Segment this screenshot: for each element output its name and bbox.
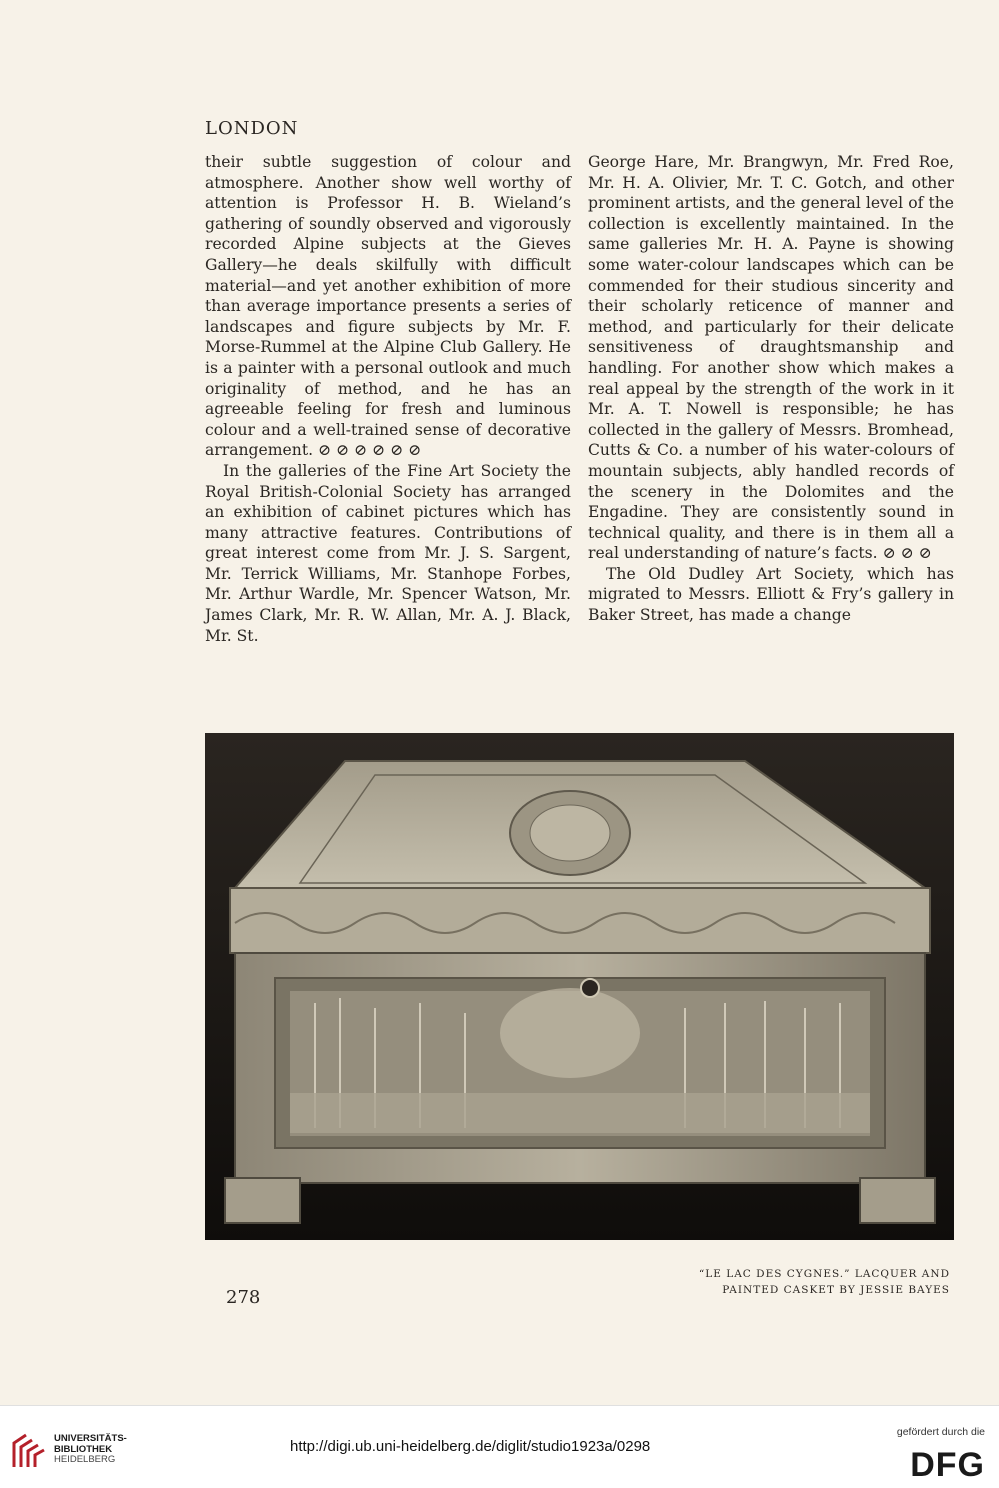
paragraph: George Hare, Mr. Brangwyn, Mr. Fred Roe, Mr. H. A. Olivier, Mr. T. C. Gotch, and other prominent artists, and the general level of the collection is excellently maintained. In the same galleries Mr. H. A. Payne is showing some water-colour landscapes which can be commended for their studious sincerity and their scholarly reticence of manner and method, and particularly for their delicate sensitiveness of draughtsmanship and handling. For another show which makes a real appeal by the strength of the work in it Mr. A. T. Nowell is responsible; he has collected in the gallery of Messrs. Bromhead, Cutts & Co. a number of his water-colours of mountain subjects, ably handled records of the scenery in the Dolomites and the Engadine. They are consistently sound in technical quality, and there is in them all a real understanding of nature’s facts. ⊘ ⊘ ⊘ [588,153,954,563]
digitization-footer [0,1405,999,1488]
permalink-url[interactable]: http://digi.ub.uni-heidelberg.de/diglit/studio1923a/0298 [290,1438,651,1455]
paragraph: In the galleries of the Fine Art Society the Royal British-Colonial Society has arranged an exhibition of cabinet pictures which has many attractive features. Contributions of great interest come from Mr. J. S. Sargent, Mr. Terrick Williams, Mr. Stanhope Forbes, Mr. Arthur Wardle, Mr. Spencer Watson, Mr. James Clark, Mr. R. W. Allan, Mr. A. J. Black, Mr. St. [205,461,571,645]
casket-illustration [205,733,954,1240]
figure-caption [600,1266,950,1298]
library-name-line: HEIDELBERG [54,1454,116,1465]
running-title: LONDON [205,118,299,139]
caption-line: PAINTED CASKET BY JESSIE BAYES [722,1284,950,1296]
library-name-line: BIBLIOTHEK [54,1443,113,1455]
paragraph: their subtle suggestion of colour and atmosphere. Another show well worthy of attention is Professor H. B. Wieland’s gathering of soundly observed and vigorously recorded Alpine subjects at the Gieves Gallery—he deals skilfully with difficult material—and yet another exhibition of more than average importance presents a series of landscapes and figure subjects by Mr. F. Morse-Rummel at the Alpine Club Gallery. He is a painter with a personal outlook and much originality of method, and he has an agreeable feeling for fresh and luminous colour and a well-trained sense of decorative arrangement. ⊘ ⊘ ⊘ ⊘ ⊘ ⊘ [205,153,571,460]
dfg-logo: DFG [910,1446,985,1484]
caption-line: “LE LAC DES CYGNES.” LACQUER AND [698,1268,950,1280]
right-text-column [588,152,954,626]
library-name-line: UNIVERSITÄTS- [54,1433,127,1444]
library-logo-icon [10,1431,50,1471]
paragraph: The Old Dudley Art Society, which has migrated to Messrs. Elliott & Fry’s gallery in Baker Street, has made a change [588,564,954,625]
library-name [54,1434,127,1466]
casket-photograph [205,733,954,1240]
left-text-column [205,152,571,646]
page-number: 278 [226,1287,261,1308]
sponsor-text: gefördert durch die [896,1426,985,1438]
